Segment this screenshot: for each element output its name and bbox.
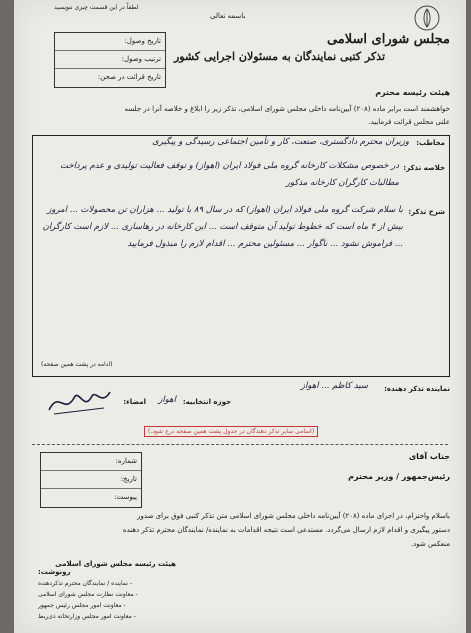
intro-line-2: علنی مجلس قرائت فرمایید. — [368, 118, 450, 126]
addressee-label: مخاطب: — [416, 139, 445, 147]
greeting-line-3: منعکس شود. — [410, 540, 450, 548]
others-note: (اسامی سایر تذکر دهندگان در جدول پشت همین صفحه درج شود.) — [144, 426, 318, 437]
reading-date-row: تاریخ قرائت در صحن: — [97, 73, 161, 81]
divider-line — [32, 444, 448, 445]
signatory: هیئت رئیسه مجلس شورای اسلامی — [55, 560, 176, 568]
top-note: لطفاً در این قسمت چیزی ننویسید — [54, 4, 139, 11]
signer-name: سید کاظم ... اهواز — [300, 381, 368, 391]
greeting-line-2: دستور پیگیری و اقدام لازم ارسال می‌گردد. مستدعی است نتیجه اقدامات به نماینده/ نمایندگان محترم تذکر دهنده — [122, 526, 450, 534]
remark-box — [32, 135, 450, 377]
details-text: با سلام شرکت گروه ملی فولاد ایران (اهواز) که در سال ۸۹ با تولید ... هزاران تن محصولات ... امروز بیش از ۴ ماه است که خطوط تولید آن متوقف است ... این کارخانه در رهاسازی ... لازم است کارگران ... فراموش نشود ... ناگوار ... مسئولین محترم ... اقدام لازم را مبذول فرمایید — [42, 205, 403, 249]
signer-label: نماینده تذکر دهنده: — [384, 385, 450, 393]
summary-label: خلاصه تذکر: — [403, 164, 445, 172]
handwritten-signature — [44, 380, 114, 420]
emblem-icon — [414, 5, 440, 31]
copy-item: - معاونت امور مجلس وزارتخانه ذی‌ربط — [38, 613, 136, 620]
continue-note: (ادامه در پشت همین صفحه) — [41, 361, 113, 368]
details-label: شرح تذکر: — [408, 208, 445, 216]
parliament-logo: مجلس شورای اسلامی — [326, 32, 450, 47]
summary-text: در خصوص مشکلات کارخانه گروه ملی فولاد ایران (اهواز) و توقف فعالیت تولیدی و عدم پرداخت مطالبات کارگران کارخانه مذکور — [59, 161, 399, 188]
addressee-text: وزیران محترم دادگستری، صنعت، کار و تأمین اجتماعی رسیدگی و پیگیری — [152, 137, 409, 147]
district-value: اهواز — [158, 395, 176, 405]
greeting-line: باسلام واحترام، در اجرای ماده (۲۰۸) آیین‌نامه داخلی مجلس شورای اسلامی متن تذکر کتبی فوق برای صدور — [137, 512, 450, 520]
meta-date-row: تاریخ: — [41, 471, 141, 489]
receipt-date-row: تاریخ وصول: — [55, 33, 165, 51]
copy-item: - معاونت نظارت مجلس شورای اسلامی — [38, 591, 138, 598]
bismillah: باسمه تعالی — [210, 12, 246, 20]
sign-label: امضاء: — [123, 398, 146, 406]
letter-meta-box — [40, 452, 142, 508]
salutation: هیئت رئیسه محترم — [375, 88, 450, 97]
receipt-info-box — [54, 32, 166, 88]
intro-line-1: خواهشمند است برابر ماده (۲۰۸) آیین‌نامه داخلی مجلس شورای اسلامی، تذکر زیر را ابلاغ و خلاصه آنرا در جلسه — [124, 105, 450, 113]
copy-item: - معاونت امور مجلس رئیس جمهور — [38, 602, 126, 609]
receipt-order-row: ترتیب وصول: — [55, 51, 165, 69]
district-label: حوزه انتخابیه: — [182, 398, 231, 406]
meta-attachment-row: پیوست: — [114, 493, 137, 501]
recipient-title: جناب آقای — [408, 452, 450, 461]
recipient-sub: رئیس‌جمهور / وزیر محترم — [348, 472, 450, 481]
form-sheet — [14, 0, 466, 633]
meta-number-row: شماره: — [41, 453, 141, 471]
copy-item: - نماینده / نمایندگان محترم تذکردهنده — [38, 580, 132, 587]
form-title: تذکر کتبی نمایندگان به مسئولان اجرایی کشور — [174, 50, 386, 63]
copies-label: رونوشت: — [38, 568, 71, 576]
